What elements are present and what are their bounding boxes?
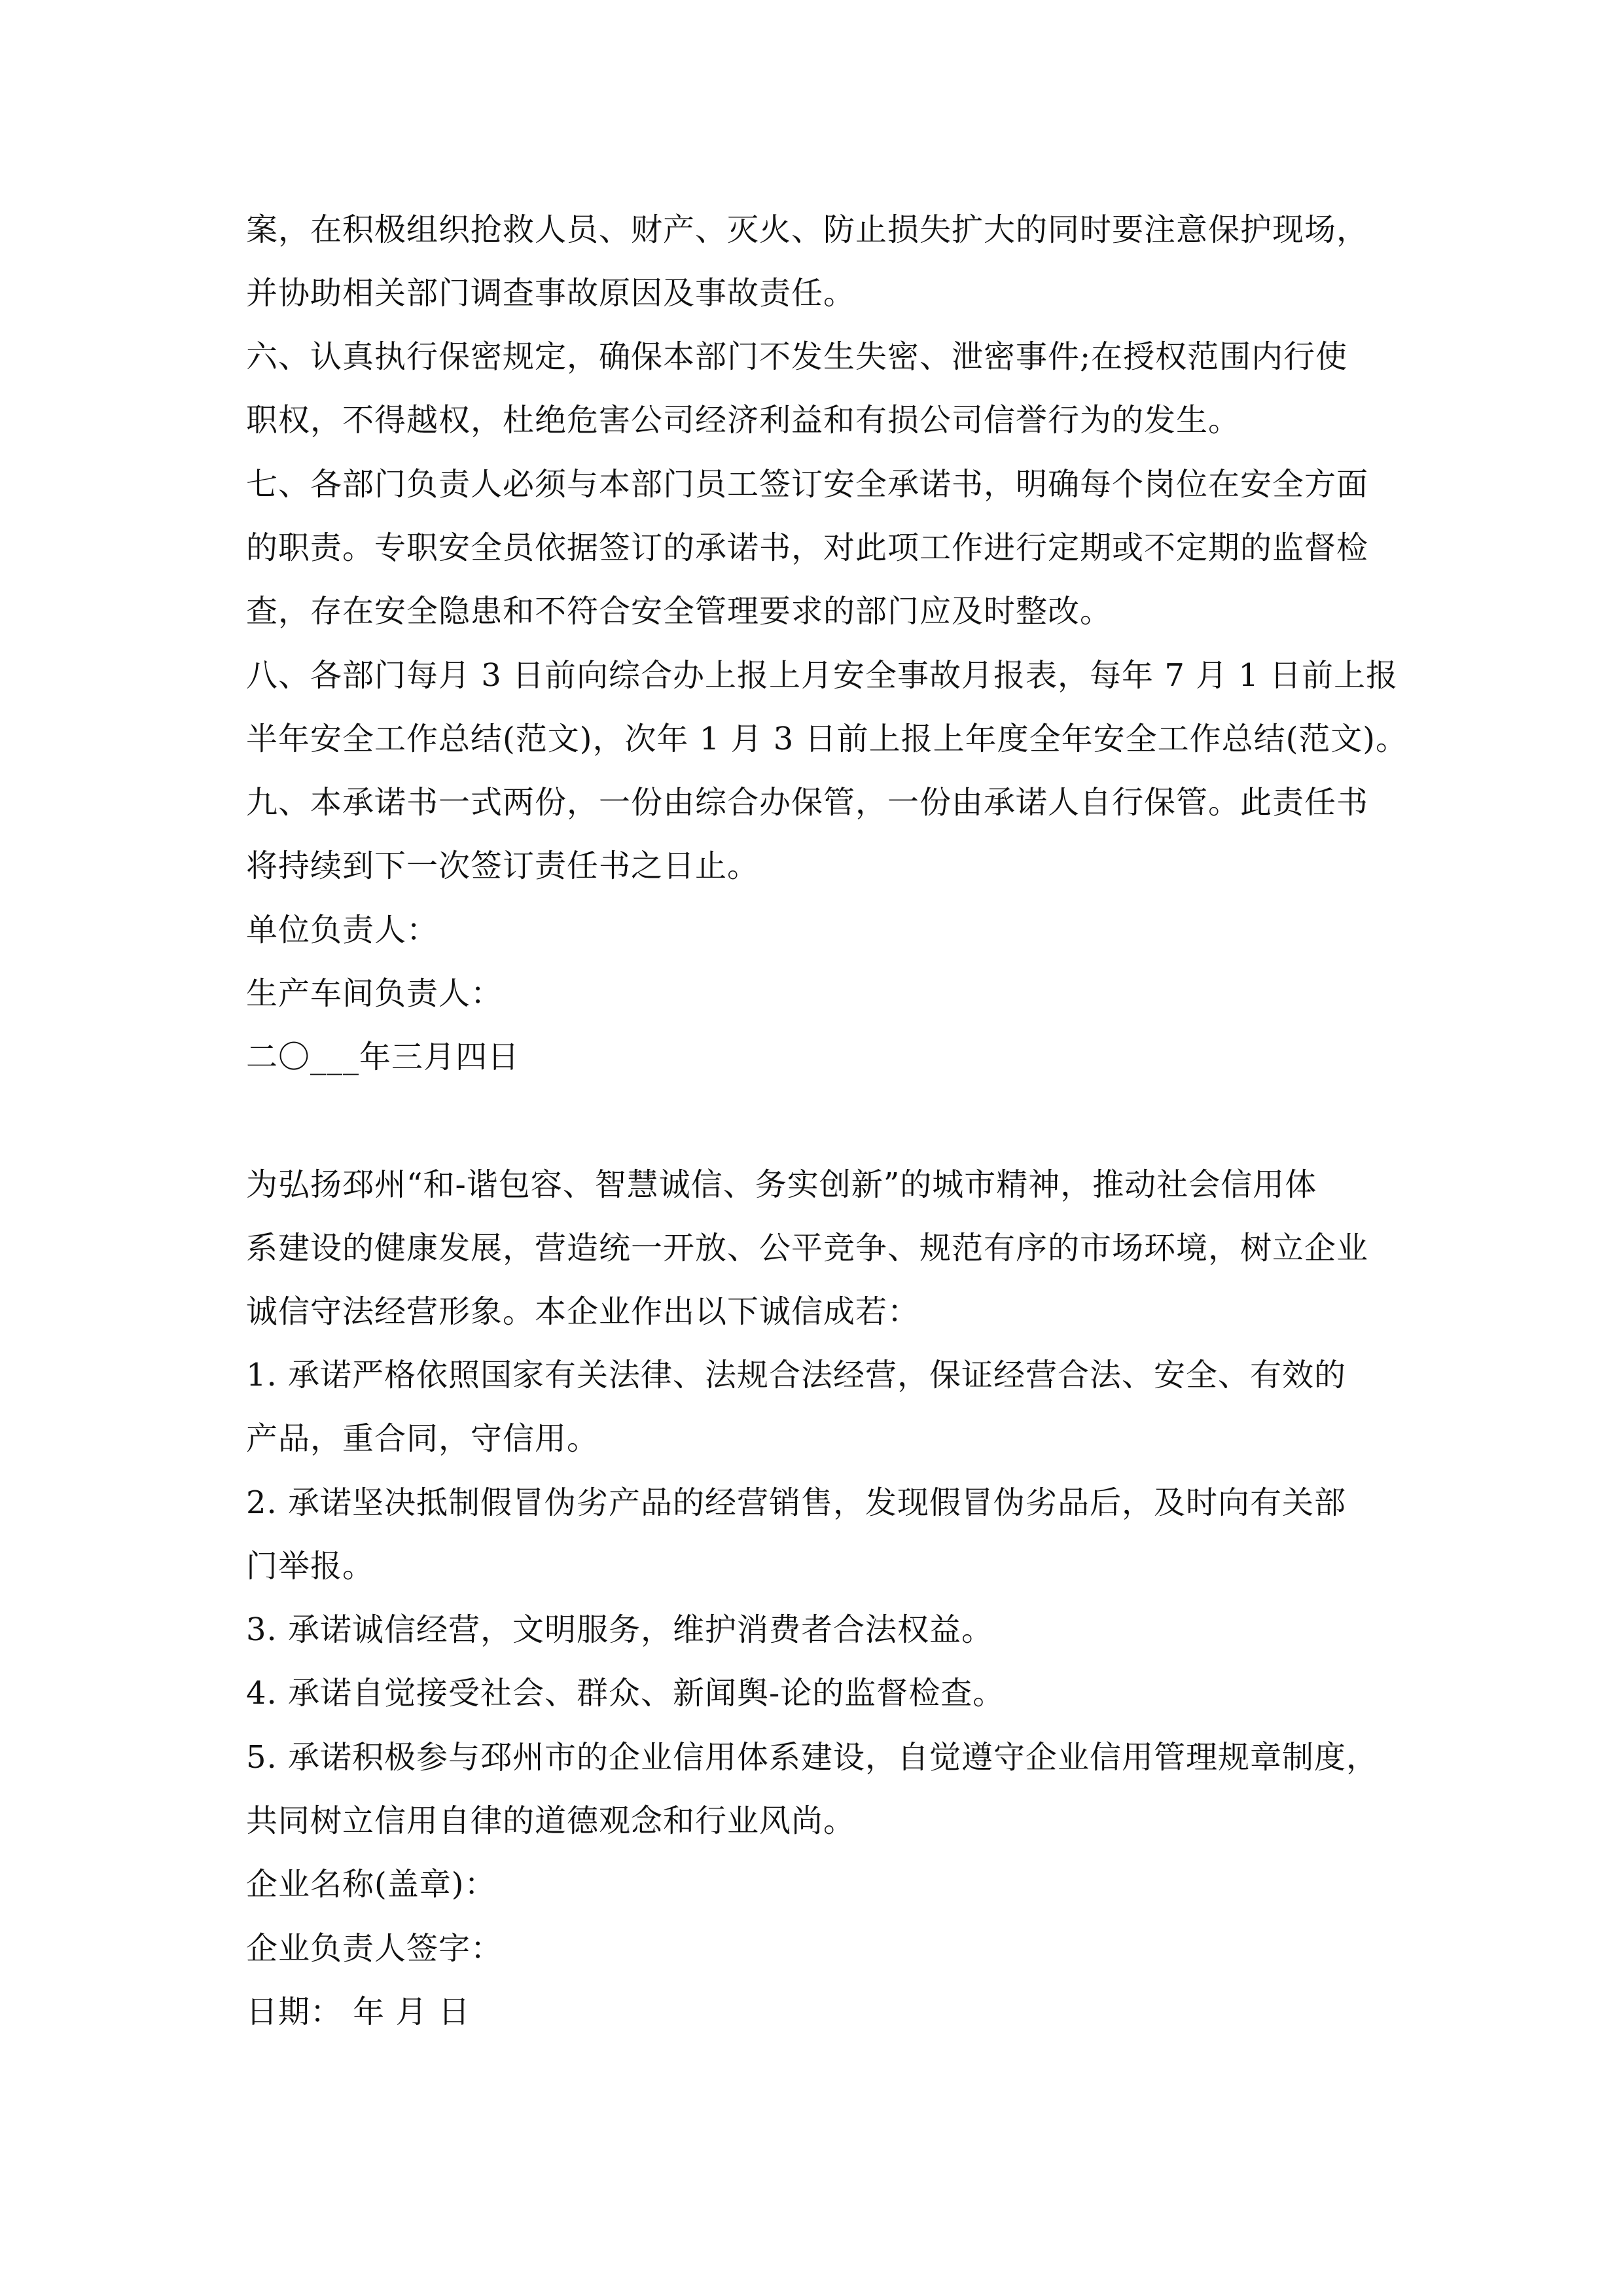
list-item: 产品，重合同，守信用。 [246, 1420, 599, 1457]
paragraph-line: 的职责。专职安全员依据签订的承诺书，对此项工作进行定期或不定期的监督检 [246, 529, 1369, 566]
paragraph-line: 系建设的健康发展，营造统一开放、公平竞争、规范有序的市场环境，树立企业 [246, 1230, 1369, 1266]
date-label: 日期： 年 月 日 [246, 1994, 471, 2030]
paragraph-line: 九、本承诺书一式两份，一份由综合办保管，一份由承诺人自行保管。此责任书 [246, 784, 1369, 821]
list-item: 4. 承诺自觉接受社会、群众、新闻舆-论的监督检查。 [246, 1675, 1005, 1712]
list-item: 3. 承诺诚信经营，文明服务，维护消费者合法权益。 [246, 1611, 994, 1648]
paragraph-line: 为弘扬邳州“和-谐包容、智慧诚信、务实创新”的城市精神，推动社会信用体 [246, 1166, 1317, 1203]
list-item: 1. 承诺严格依照国家有关法律、法规合法经营，保证经营合法、安全、有效的 [246, 1357, 1347, 1393]
workshop-leader-signature-label: 生产车间负责人： [246, 975, 503, 1012]
paragraph-line: 查，存在安全隐患和不符合安全管理要求的部门应及时整改。 [246, 593, 1113, 630]
paragraph-line: 案，在积极组织抢救人员、财产、灭火、防止损失扩大的同时要注意保护现场， [246, 211, 1369, 248]
paragraph-line: 并协助相关部门调查事故原因及事故责任。 [246, 275, 856, 312]
signature-date: 二〇___年三月四日 [246, 1039, 520, 1075]
list-item: 5. 承诺积极参与邳州市的企业信用体系建设，自觉遵守企业信用管理规章制度， [246, 1739, 1379, 1776]
list-item: 2. 承诺坚决抵制假冒伪劣产品的经营销售，发现假冒伪劣品后，及时向有关部 [246, 1484, 1347, 1521]
unit-leader-signature-label: 单位负责人： [246, 912, 439, 948]
paragraph-line: 诚信守法经营形象。本企业作出以下诚信成若： [246, 1293, 920, 1330]
list-item: 门举报。 [246, 1548, 375, 1585]
paragraph-line: 将持续到下一次签订责任书之日止。 [246, 848, 760, 884]
paragraph-line: 七、各部门负责人必须与本部门员工签订安全承诺书，明确每个岗位在安全方面 [246, 466, 1369, 503]
paragraph-line: 六、认真执行保密规定，确保本部门不发生失密、泄密事件;在授权范围内行使 [246, 338, 1348, 375]
list-item: 共同树立信用自律的道德观念和行业风尚。 [246, 1803, 856, 1839]
paragraph-line: 职权，不得越权，杜绝危害公司经济利益和有损公司信誉行为的发生。 [246, 402, 1241, 439]
paragraph-line: 八、各部门每月 3 日前向综合办上报上月安全事故月报表，每年 7 月 1 日前上报 [246, 657, 1399, 694]
company-name-label: 企业名称(盖章)： [246, 1866, 497, 1903]
paragraph-line: 半年安全工作总结(范文)，次年 1 月 3 日前上报上年度全年安全工作总结(范文)。 [246, 721, 1408, 757]
company-leader-signature-label: 企业负责人签字： [246, 1930, 503, 1967]
